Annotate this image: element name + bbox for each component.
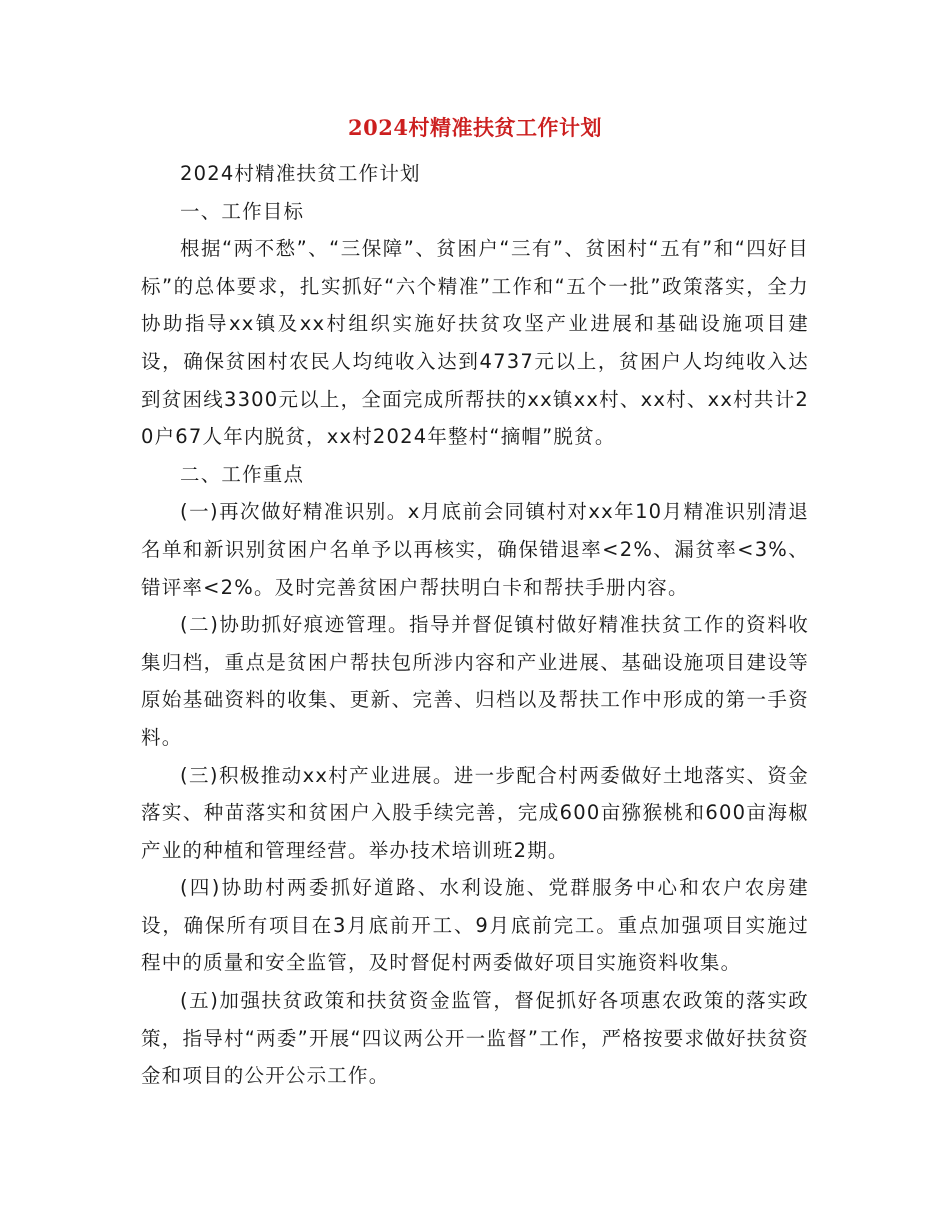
paragraph-focus-1: (一)再次做好精准识别。x月底前会同镇村对xx年10月精准识别清退名单和新识别贫困户名单予以再核实，确保错退率<2%、漏贫率<3%、错评率<2%。及时完善贫困户帮扶明白卡和帮扶手册内容。 bbox=[141, 500, 809, 599]
heading-work-focus: 二、工作重点 bbox=[180, 462, 305, 486]
paragraph-focus-2: (二)协助抓好痕迹管理。指导并督促镇村做好精准扶贫工作的资料收集归档，重点是贫困户帮扶包所涉内容和产业进展、基础设施项目建设等原始基础资料的收集、更新、完善、归档以及帮扶工作中形成的第一手资料。 bbox=[141, 613, 809, 749]
paragraph-focus-4: (四)协助村两委抓好道路、水利设施、党群服务中心和农户农房建设，确保所有项目在3月底前开工、9月底前完工。重点加强项目实施过程中的质量和安全监管，及时督促村两委做好项目实施资料收集。 bbox=[141, 876, 809, 975]
document-title: 2024村精准扶贫工作计划 bbox=[348, 115, 602, 140]
paragraph-subtitle: 2024村精准扶贫工作计划 bbox=[180, 162, 421, 185]
paragraph-goals: 根据“两不愁”、“三保障”、贫困户“三有”、贫困村“五有”和“四好目标”的总体要求，扎实抓好“六个精准”工作和“五个一批”政策落实，全力协助指导xx镇及xx村组织实施好扶贫攻坚产业进展和基础设施项目建设，确保贫困村农民人均纯收入达到4737元以上，贫困户人均纯收入达到贫困线3300元以上，全面完成所帮扶的xx镇xx村、xx村、xx村共计20户67人年内脱贫，xx村2024年整村“摘帽”脱贫。 bbox=[141, 237, 809, 449]
paragraph-focus-3: (三)积极推动xx村产业进展。进一步配合村两委做好土地落实、资金落实、种苗落实和贫困户入股手续完善，完成600亩猕猴桃和600亩海椒产业的种植和管理经营。举办技术培训班2期。 bbox=[141, 763, 809, 862]
document-body bbox=[141, 155, 809, 1095]
paragraph-focus-5: (五)加强扶贫政策和扶贫资金监管，督促抓好各项惠农政策的落实政策，指导村“两委”开展“四议两公开一监督”工作，严格按要求做好扶贫资金和项目的公开公示工作。 bbox=[141, 989, 809, 1088]
heading-work-goals: 一、工作目标 bbox=[180, 199, 305, 223]
